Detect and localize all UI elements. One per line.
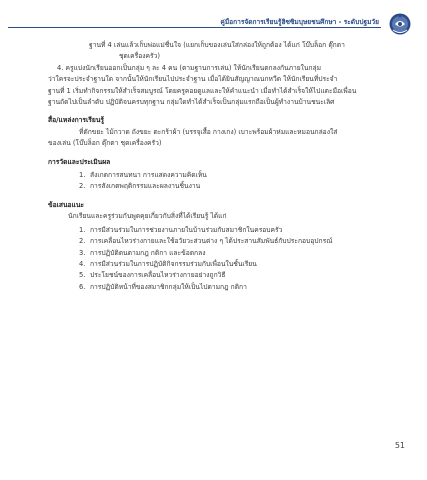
page-header [0, 0, 427, 44]
step4-line4: ฐานถัดไปเป็นลำดับ ปฏิบัติจนครบทุกฐาน กลุ่มใดทำได้สำเร็จเป็นกลุ่มแรกถือเป็นผู้ทำงานบ้านชนะเลิศ [48, 98, 335, 107]
assessment-list [48, 170, 405, 193]
list-item: 5. ประโยชน์ของการเคลื่อนไหวร่างกายอย่างถูกวิธี [79, 271, 226, 280]
step4-line1: 4. ครูแบ่งนักเรียนออกเป็นกลุ่ม ๆ ละ 4 คน (ตามฐานการเล่น) ให้นักเรียนตกลงกันภายในกลุ่ม [57, 63, 322, 72]
list-item: 3. การปฏิบัติตนตามกฎ กติกา และข้อตกลง [79, 248, 206, 257]
list-item: 1. สังเกตการสนทนา การแสดงความคิดเห็น [79, 171, 207, 180]
step3-station4-line1: ฐานที่ 4 เล่นแล้วเก็บพ่อแม่ชื่นใจ (แยกเก็บของเล่นใส่กล่องให้ถูกต้อง ได้แก่ โบ๊บล็อก ตุ๊กตา [89, 41, 345, 49]
header-title: คู่มือการจัดการเรียนรู้ฮิซซิมบุษยชนศึกษา - ระดับปฐมวัย [220, 18, 379, 26]
suggestion-intro: นักเรียนและครูร่วมกันพูดคุยเกี่ยวกับสิ่งที่ได้เรียนรู้ ได้แก่ [68, 212, 227, 221]
list-item: 2. การเคลื่อนไหวร่างกายและใช้อวัยวะส่วนต่าง ๆ ได้ประสานสัมพันธ์กับประกอบอุปกรณ์ [79, 237, 333, 246]
suggestion-heading: ข้อเสนอแนะ [48, 200, 85, 209]
suggestion-list [48, 225, 405, 293]
header-divider [8, 27, 381, 28]
assessment-heading: การวัดและประเมินผล [48, 157, 111, 166]
page-number: 51 [394, 441, 405, 450]
step3-station4-line2: ชุดเครื่องครัว) [119, 52, 160, 61]
media-line1: ที่ตักขยะ ไม้กวาด ถังขยะ ตะกร้าผ้า (บรรจุเสื้อ กางเกง) เบาะพร้อมผ้าห่มและหมอนกล่องใส่ [79, 127, 338, 136]
list-item: 2. การสังเกตพฤติกรรมและผลงานชิ้นงาน [79, 182, 201, 191]
institution-logo-icon [387, 10, 413, 36]
list-item: 1. การมีส่วนร่วมในการช่วยงานภายในบ้านร่วมกับสมาชิกในครอบครัว [79, 225, 283, 234]
step4-line2: ว่าใครจะประจำฐานใด จากนั้นให้นักเรียนไปประจำฐาน เมื่อได้ยินสัญญาณนกหวีด ให้นักเรียนที่ประจำ [48, 75, 338, 84]
page-content [48, 40, 405, 293]
step4-line3: ฐานที่ 1 เริ่มทำกิจกรรมให้สำเร็จสมบูรณ์ โดยครูคอยดูแลและให้คำแนะนำ เมื่อทำได้สำเร็จให้ไปแตะมือเพื่อน [48, 86, 357, 95]
media-line2: ของเล่น (โบ๊บล็อก ตุ๊กตา ชุดเครื่องครัว) [48, 139, 162, 148]
media-heading: สื่อ/แหล่งการเรียนรู้ [48, 116, 104, 125]
list-item: 6. การปฏิบัติหน้าที่ของสมาชิกกลุ่มให้เป็นไปตามกฎ กติกา [79, 282, 247, 291]
list-item: 4. การมีส่วนร่วมในการปฏิบัติกิจกรรมร่วมกับเพื่อนในชั้นเรียน [79, 259, 257, 268]
